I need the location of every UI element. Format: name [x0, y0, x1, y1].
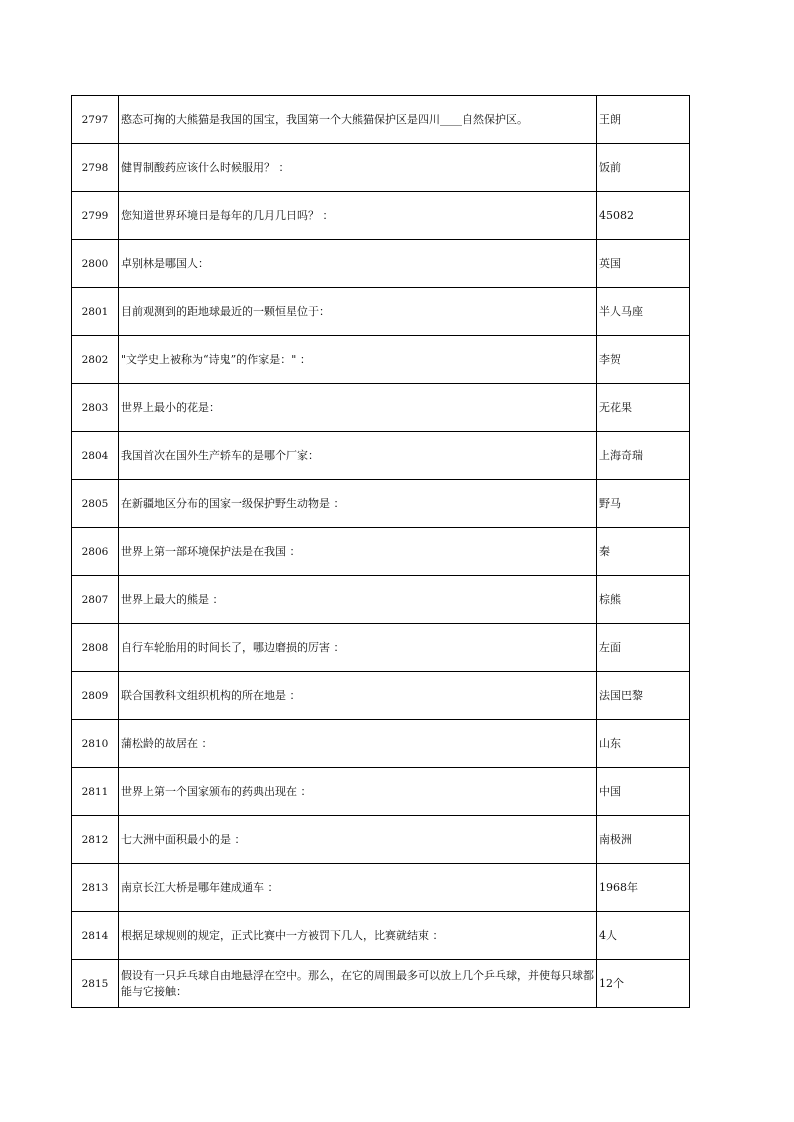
- question-number: 2814: [72, 912, 119, 960]
- table-row: [72, 192, 690, 240]
- answer-text: 12个: [597, 960, 690, 1008]
- question-number: 2805: [72, 480, 119, 528]
- question-text: 世界上第一部环境保护法是在我国 ：: [119, 528, 597, 576]
- table-row: [72, 432, 690, 480]
- question-text: 自行车轮胎用的时间长了，哪边磨损的厉害 ：: [119, 624, 597, 672]
- answer-text: 1968年: [597, 864, 690, 912]
- question-number: 2799: [72, 192, 119, 240]
- quiz-table: [71, 95, 690, 1008]
- answer-text: 棕熊: [597, 576, 690, 624]
- answer-text: 秦: [597, 528, 690, 576]
- question-number: 2798: [72, 144, 119, 192]
- table-row: [72, 96, 690, 144]
- question-number: 2801: [72, 288, 119, 336]
- table-row: [72, 864, 690, 912]
- question-text: 卓别林是哪国人：: [119, 240, 597, 288]
- table-row: [72, 720, 690, 768]
- question-text: 世界上最大的熊是 ：: [119, 576, 597, 624]
- question-text: 在新疆地区分布的国家一级保护野生动物是 ：: [119, 480, 597, 528]
- table-row: [72, 240, 690, 288]
- question-text: 蒲松龄的故居在 ：: [119, 720, 597, 768]
- table-row: [72, 144, 690, 192]
- answer-text: 王朗: [597, 96, 690, 144]
- quiz-table-body: [72, 96, 690, 1008]
- table-row: [72, 768, 690, 816]
- table-row: [72, 576, 690, 624]
- question-number: 2807: [72, 576, 119, 624]
- question-number: 2797: [72, 96, 119, 144]
- question-number: 2810: [72, 720, 119, 768]
- question-number: 2815: [72, 960, 119, 1008]
- question-number: 2808: [72, 624, 119, 672]
- answer-text: 上海奇瑞: [597, 432, 690, 480]
- question-number: 2804: [72, 432, 119, 480]
- answer-text: 南极洲: [597, 816, 690, 864]
- question-text: 联合国教科文组织机构的所在地是 ：: [119, 672, 597, 720]
- question-text: 憨态可掬的大熊猫是我国的国宝，我国第一个大熊猫保护区是四川____自然保护区。: [119, 96, 597, 144]
- question-number: 2809: [72, 672, 119, 720]
- table-row: [72, 288, 690, 336]
- answer-text: 左面: [597, 624, 690, 672]
- answer-text: 山东: [597, 720, 690, 768]
- question-text: 假设有一只乒乓球自由地悬浮在空中。那么，在它的周围最多可以放上几个乒乓球，并使每只球都能与它接触：: [119, 960, 597, 1008]
- answer-text: 英国: [597, 240, 690, 288]
- table-row: [72, 528, 690, 576]
- question-text: 世界上第一个国家颁布的药典出现在 ：: [119, 768, 597, 816]
- answer-text: 野马: [597, 480, 690, 528]
- question-text: 根据足球规则的规定，正式比赛中一方被罚下几人，比赛就结束 ：: [119, 912, 597, 960]
- table-row: [72, 624, 690, 672]
- answer-text: 饭前: [597, 144, 690, 192]
- question-text: 七大洲中面积最小的是 ：: [119, 816, 597, 864]
- question-text: "文学史上被称为“诗鬼”的作家是：" ：: [119, 336, 597, 384]
- question-text: 目前观测到的距地球最近的一颗恒星位于：: [119, 288, 597, 336]
- table-row: [72, 816, 690, 864]
- table-row: [72, 480, 690, 528]
- table-row: [72, 912, 690, 960]
- question-text: 您知道世界环境日是每年的几月几日吗？ ：: [119, 192, 597, 240]
- question-number: 2812: [72, 816, 119, 864]
- table-row: [72, 384, 690, 432]
- question-number: 2800: [72, 240, 119, 288]
- table-row: [72, 336, 690, 384]
- answer-text: 4人: [597, 912, 690, 960]
- question-text: 世界上最小的花是：: [119, 384, 597, 432]
- question-number: 2811: [72, 768, 119, 816]
- question-text: 健胃制酸药应该什么时候服用？ ：: [119, 144, 597, 192]
- table-row: [72, 960, 690, 1008]
- answer-text: 李贺: [597, 336, 690, 384]
- question-number: 2802: [72, 336, 119, 384]
- question-text: 南京长江大桥是哪年建成通车 ：: [119, 864, 597, 912]
- answer-text: 45082: [597, 192, 690, 240]
- question-text: 我国首次在国外生产轿车的是哪个厂家：: [119, 432, 597, 480]
- question-number: 2803: [72, 384, 119, 432]
- table-row: [72, 672, 690, 720]
- answer-text: 法国巴黎: [597, 672, 690, 720]
- question-number: 2806: [72, 528, 119, 576]
- question-number: 2813: [72, 864, 119, 912]
- answer-text: 中国: [597, 768, 690, 816]
- answer-text: 半人马座: [597, 288, 690, 336]
- answer-text: 无花果: [597, 384, 690, 432]
